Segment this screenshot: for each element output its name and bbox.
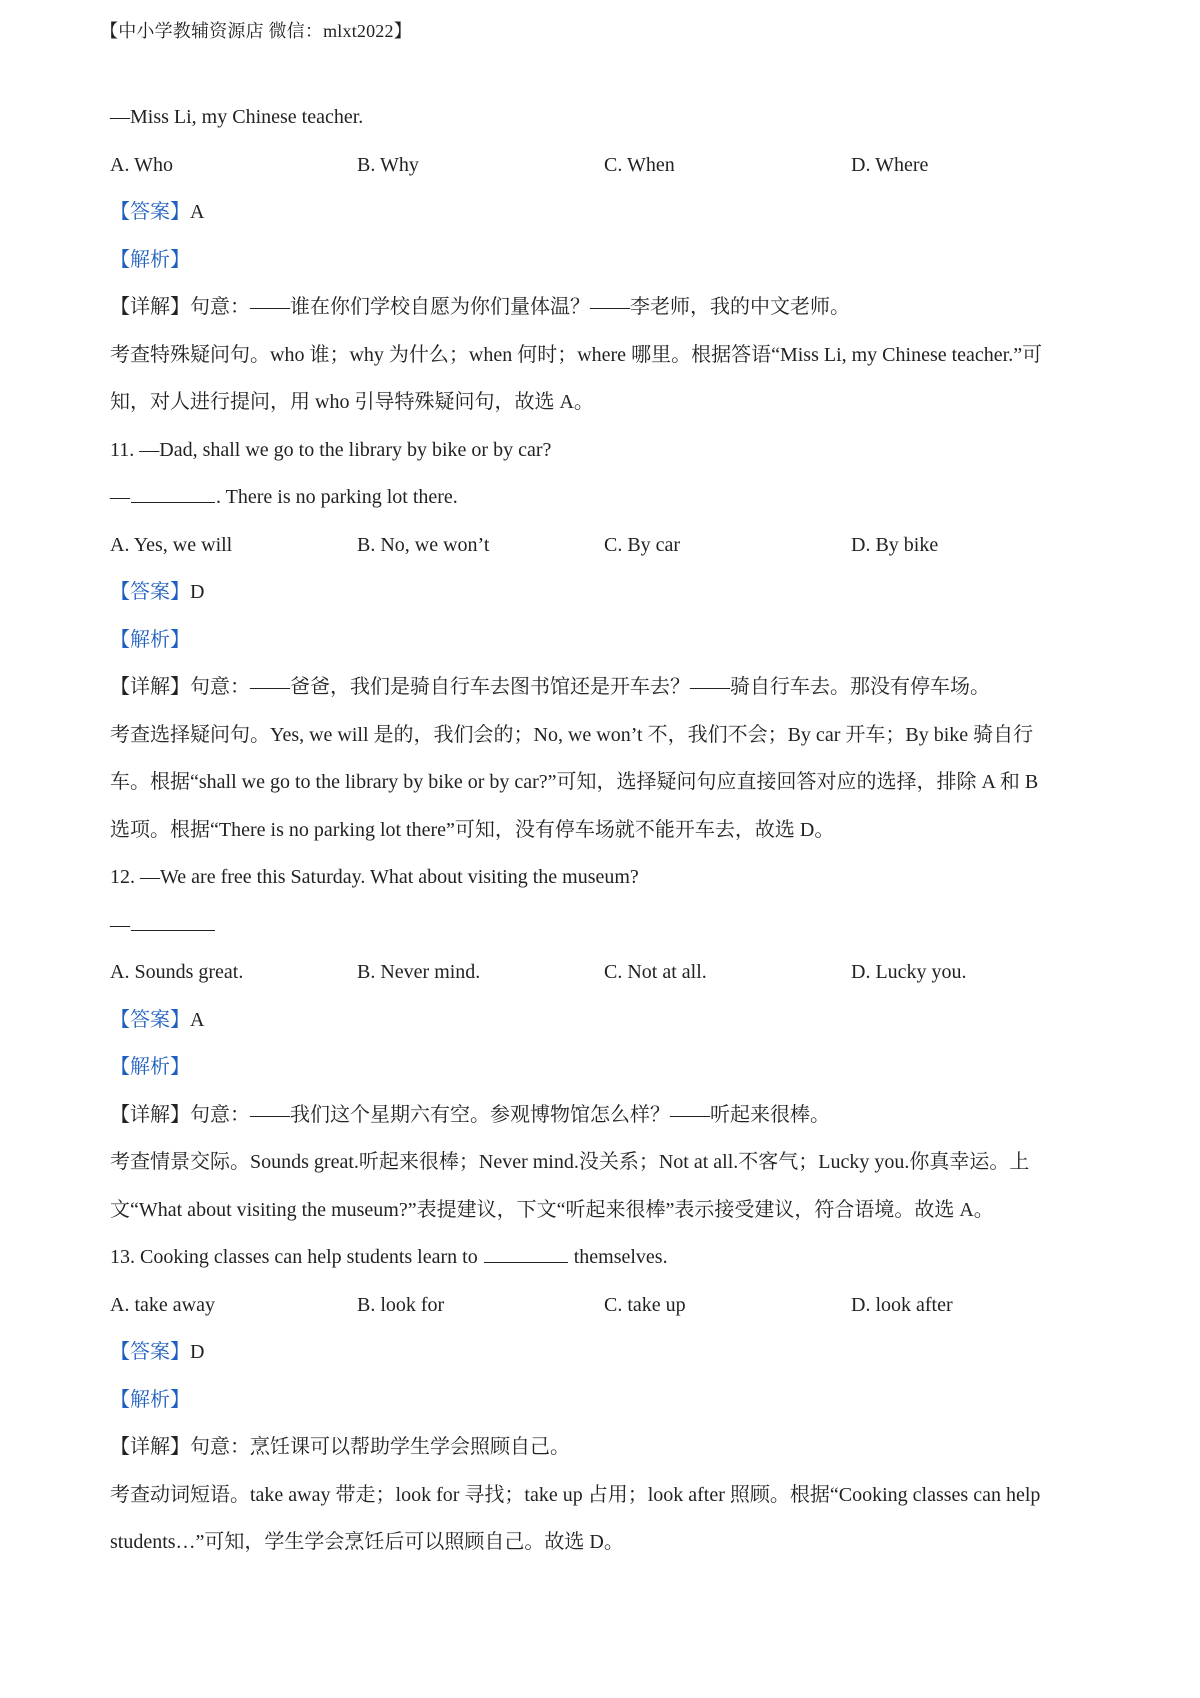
q11-response bbox=[110, 474, 1105, 522]
q10-option-a: A. Who bbox=[110, 153, 173, 176]
q13-answer-label: 【答案】 bbox=[110, 1341, 190, 1363]
page-header: 【中小学教辅资源店 微信：mlxt2022】 bbox=[100, 21, 412, 41]
q11-answer-label: 【答案】 bbox=[110, 581, 190, 603]
q11-response-suffix: . There is no parking lot there. bbox=[216, 486, 458, 508]
q11-blank bbox=[131, 484, 215, 503]
q11-option-c: C. By car bbox=[604, 533, 681, 556]
q13-analysis-label: 【解析】 bbox=[110, 1388, 190, 1411]
q13-answer-value: D bbox=[190, 1341, 205, 1363]
q13-answer bbox=[110, 1329, 1105, 1377]
q12-explanation-2: 文“What about visiting the museum?”表提建议，下文“听起来很棒”表示接受建议，符合语境。故选 A。 bbox=[110, 1198, 994, 1221]
document-content bbox=[110, 94, 1105, 1567]
q10-options bbox=[110, 142, 1105, 190]
q10-explanation-2: 知，对人进行提问，用 who 引导特殊疑问句，故选 A。 bbox=[110, 391, 594, 413]
q13-option-a: A. take away bbox=[110, 1293, 215, 1316]
q11-detail bbox=[110, 664, 1105, 712]
q10-detail bbox=[110, 284, 1105, 332]
q11-explanation-2: 车。根据“shall we go to the library by bike or by car?”可知，选择疑问句应直接回答对应的选择，排除 A 和 B bbox=[110, 771, 1039, 793]
q11-options bbox=[110, 522, 1105, 570]
q11-option-d: D. By bike bbox=[851, 533, 939, 556]
q11-analysis-label: 【解析】 bbox=[110, 628, 190, 651]
q12-detail-label: 【详解】 bbox=[110, 1103, 190, 1126]
q13-question-prefix: 13. Cooking classes can help students learn to bbox=[110, 1246, 483, 1268]
q10-analysis-label: 【解析】 bbox=[110, 248, 190, 271]
q12-response-prefix: — bbox=[110, 913, 130, 936]
q12-answer bbox=[110, 997, 1105, 1045]
q12-options bbox=[110, 949, 1105, 997]
q13-detail bbox=[110, 1424, 1105, 1472]
q13-explanation-2: students…”可知，学生学会烹饪后可以照顾自己。故选 D。 bbox=[110, 1531, 624, 1553]
q13-option-b: B. look for bbox=[357, 1293, 445, 1316]
q10-detail-text: 句意：——谁在你们学校自愿为你们量体温？——李老师，我的中文老师。 bbox=[190, 296, 850, 318]
q10-detail-label: 【详解】 bbox=[110, 296, 190, 318]
q11-explanation-3: 选项。根据“There is no parking lot there”可知，没有停车场就不能开车去，故选 D。 bbox=[110, 818, 835, 841]
q12-detail-text: 句意：——我们这个星期六有空。参观博物馆怎么样？——听起来很棒。 bbox=[190, 1103, 830, 1126]
q13-detail-label: 【详解】 bbox=[110, 1436, 190, 1458]
q12-response bbox=[110, 902, 1105, 950]
q13-explanation-1: 考查动词短语。take away 带走；look for 寻找；take up 占用；look after 照顾。根据“Cooking classes can help bbox=[110, 1483, 1041, 1506]
q11-detail-label: 【详解】 bbox=[110, 676, 190, 698]
q10-answer-label: 【答案】 bbox=[110, 201, 190, 223]
q12-detail bbox=[110, 1092, 1105, 1140]
q11-answer bbox=[110, 569, 1105, 617]
q11-answer-value: D bbox=[190, 581, 205, 603]
q10-answer-line: —Miss Li, my Chinese teacher. bbox=[110, 106, 364, 128]
q11-question: 11. —Dad, shall we go to the library by bike or by car? bbox=[110, 438, 552, 461]
q10-answer-value: A bbox=[190, 201, 205, 223]
q12-answer-value: A bbox=[190, 1008, 205, 1031]
q12-option-d: D. Lucky you. bbox=[851, 961, 967, 983]
q12-analysis-label: 【解析】 bbox=[110, 1056, 190, 1078]
q12-question: 12. —We are free this Saturday. What about visiting the museum? bbox=[110, 866, 639, 888]
q10-option-c: C. When bbox=[604, 153, 675, 176]
q10-explanation-1: 考查特殊疑问句。who 谁；why 为什么；when 何时；where 哪里。根据答语“Miss Li, my Chinese teacher.”可 bbox=[110, 343, 1043, 366]
q13-option-d: D. look after bbox=[851, 1293, 953, 1316]
q11-response-prefix: — bbox=[110, 486, 130, 508]
q11-explanation-1: 考查选择疑问句。Yes, we will 是的，我们会的；No, we won’t 不，我们不会；By car 开车；By bike 骑自行 bbox=[110, 723, 1034, 746]
q11-detail-text: 句意：——爸爸，我们是骑自行车去图书馆还是开车去？——骑自行车去。那没有停车场。 bbox=[190, 676, 990, 698]
q13-question bbox=[110, 1234, 1105, 1282]
q11-option-a: A. Yes, we will bbox=[110, 533, 233, 556]
q12-option-a: A. Sounds great. bbox=[110, 961, 244, 983]
q11-option-b: B. No, we won’t bbox=[357, 533, 490, 556]
q13-detail-text: 句意：烹饪课可以帮助学生学会照顾自己。 bbox=[190, 1436, 570, 1458]
q12-explanation-1: 考查情景交际。Sounds great.听起来很棒；Never mind.没关系；Not at all.不客气；Lucky you.你真幸运。上 bbox=[110, 1151, 1030, 1173]
q10-answer bbox=[110, 189, 1105, 237]
q12-option-c: C. Not at all. bbox=[604, 961, 707, 983]
q12-blank bbox=[131, 912, 215, 931]
q13-question-suffix: themselves. bbox=[568, 1246, 668, 1268]
q10-option-b: B. Why bbox=[357, 153, 419, 176]
q13-options bbox=[110, 1282, 1105, 1330]
q12-answer-label: 【答案】 bbox=[110, 1008, 190, 1031]
q10-option-d: D. Where bbox=[851, 153, 929, 176]
q13-blank bbox=[484, 1244, 568, 1263]
q13-option-c: C. take up bbox=[604, 1293, 686, 1316]
q12-option-b: B. Never mind. bbox=[357, 961, 481, 983]
